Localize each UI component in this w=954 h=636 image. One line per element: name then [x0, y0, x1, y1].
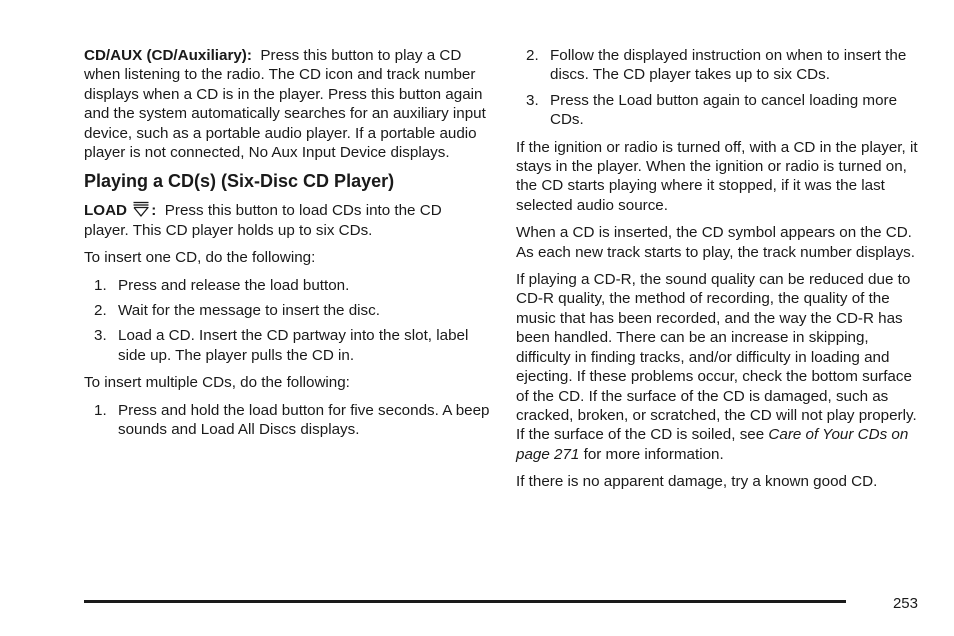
section-heading: Playing a CD(s) (Six-Disc CD Player): [84, 171, 395, 192]
left-column: [84, 46, 490, 448]
no-damage-paragraph: If there is no apparent damage, try a known good CD.: [516, 473, 878, 491]
cd-r-tail: for more information.: [583, 445, 724, 463]
list-item: [516, 46, 920, 85]
insert-multiple-list-continued: [516, 46, 920, 130]
list-item-text: Press and release the load button.: [118, 276, 350, 294]
insert-one-list: [84, 276, 490, 366]
load-term: LOAD: [84, 202, 128, 220]
load-paragraph: [84, 201, 490, 240]
ignition-paragraph: If the ignition or radio is turned off, with a CD in the player, it stays in the player. When the ignition or radio is turned on, the CD starts playing where it stopped, if it was the last selected audio source.: [516, 138, 918, 214]
list-item-text: Press the Load button again to cancel loading more CDs.: [550, 91, 898, 129]
list-item-number: 3.: [526, 91, 539, 109]
load-colon: :: [151, 202, 157, 220]
list-item-number: 2.: [526, 47, 539, 64]
right-column: [516, 46, 920, 500]
cd-aux-text: Press this button to play a CD when listening to the radio. The CD icon and track number displays when a CD is in the player. Press this button again and the system automatically searches for an auxiliary input device, such as a portable audio player. If a portable audio player is not connected, No Aux Input Device displays.: [84, 47, 486, 162]
list-item-number: 1.: [94, 276, 107, 294]
page-number: 253: [892, 595, 918, 612]
list-item: [84, 276, 490, 295]
list-item: [84, 401, 490, 440]
list-item-number: 2.: [94, 302, 107, 320]
list-item-text: Follow the displayed instruction on when to insert the discs. The CD player takes up to six CDs.: [550, 47, 907, 84]
cd-symbol-paragraph: When a CD is inserted, the CD symbol appears on the CD. As each new track starts to play, the track number displays.: [516, 224, 915, 261]
cd-r-paragraph: [516, 270, 920, 464]
footer-rule: [84, 600, 846, 603]
list-item: [516, 91, 920, 130]
insert-multiple-list: [84, 401, 490, 440]
load-triangle-icon: [132, 201, 150, 217]
insert-one-intro: To insert one CD, do the following:: [84, 249, 316, 267]
care-of-cds-reference: Care of Your CDs on page 271: [516, 426, 909, 463]
cd-aux-term: CD/AUX (CD/Auxiliary):: [84, 47, 252, 64]
list-item-text: Wait for the message to insert the disc.: [118, 302, 380, 320]
list-item-number: 3.: [94, 327, 107, 345]
cd-r-text: If playing a CD-R, the sound quality can be reduced due to CD-R quality, the method of recording, the quality of the music that has been recorded, and the way the CD-R has been handled. There can be an increase in skipping, difficulty in finding tracks, and/or difficulty in loading and ejecting. If these problems occur, check the bottom surface of the CD. If the surface of the CD is damaged, such as cracked, broken, or scratched, the CD will not play properly. If the surface of the CD is soiled, see: [516, 271, 917, 444]
cd-aux-paragraph: [84, 46, 490, 162]
list-item-text: Load a CD. Insert the CD partway into the slot, label side up. The player pulls the CD in.: [118, 327, 469, 364]
list-item-text: Press and hold the load button for five seconds. A beep sounds and Load All Discs displays.: [118, 401, 490, 439]
load-text: Press this button to load CDs into the CD player. This CD player holds up to six CDs.: [84, 202, 442, 239]
list-item: [84, 326, 490, 365]
list-item: [84, 301, 490, 320]
list-item-number: 1.: [94, 401, 107, 419]
insert-multiple-intro: To insert multiple CDs, do the following:: [84, 374, 350, 392]
